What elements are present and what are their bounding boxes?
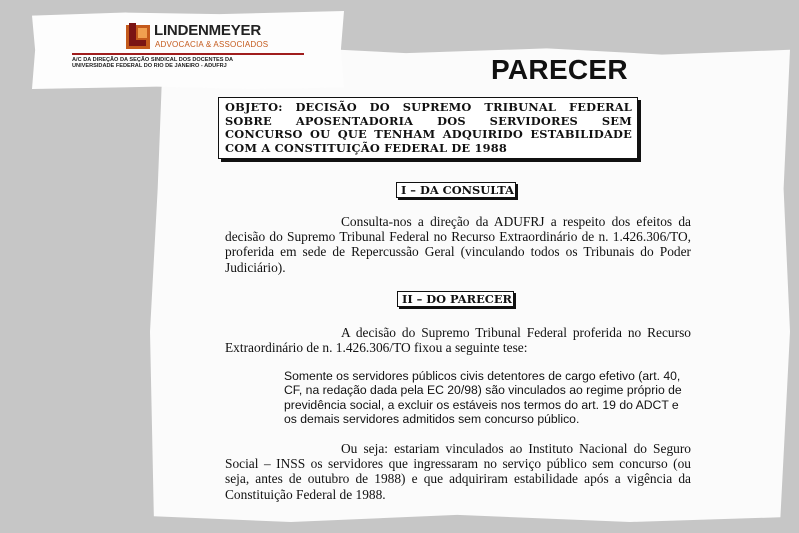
thesis-quote: Somente os servidores públicos civis detentores de cargo efetivo (art. 40, CF, na redação dada pela EC 20/98) são vinculados ao regime próprio de previdência social, a excluir os estáveis nos termos do art. 19 do ADCT e os demais servidores admitidos sem concurso público. (284, 369, 682, 426)
addressee (72, 57, 312, 70)
parecer-paragraph (225, 325, 691, 355)
parecer-text: A decisão do Supremo Tribunal Federal proferida no Recurso Extraordinário de n. 1.426.306/TO fixou a seguinte tese: (225, 325, 691, 356)
firm-tagline: ADVOCACIA & ASSOCIADOS (155, 40, 269, 49)
firm-logo (126, 22, 269, 52)
document-title: PARECER (491, 54, 628, 85)
firm-name: LINDENMEYER (154, 22, 261, 39)
stylized-L-building-icon (126, 23, 150, 49)
addressee-line-1: A/C DA DIREÇÃO DA SEÇÃO SINDICAL DOS DOCENTES DA (72, 57, 234, 63)
consulta-text: Consulta-nos a direção da ADUFRJ a respeito dos efeitos da decisão do Supremo Tribunal Federal no Recurso Extraordinário de n. 1.426.306/TO, proferida em sede de Repercussão Geral (vinculando todos os Tribunais do Poder Judiciário). (225, 214, 691, 275)
section-heading-consulta: I – DA CONSULTA (396, 182, 516, 198)
consulta-paragraph (225, 214, 691, 275)
conclusion-paragraph (225, 441, 691, 502)
section-heading-parecer: II – DO PARECER (397, 291, 514, 307)
addressee-line-2: UNIVERSIDADE FEDERAL DO RIO DE JANEIRO - ADUFRJ (72, 63, 227, 70)
conclusion-text: Ou seja: estariam vinculados ao Instituto Nacional do Seguro Social – INSS os servidores que ingressaram no serviço público sem concurso (ou seja, antes de outubro de 1988) e que adquiriram estabilidade após a vigência da Constituição Federal de 1988. (225, 441, 691, 502)
letterhead-rule (72, 53, 304, 55)
object-box: OBJETO: DECISÃO DO SUPREMO TRIBUNAL FEDERAL SOBRE APOSENTADORIA DOS SERVIDORES SEM CONCURSO OU QUE TENHAM ADQUIRIDO ESTABILIDADE COM A CONSTITUIÇÃO FEDERAL DE 1988 (218, 97, 638, 159)
